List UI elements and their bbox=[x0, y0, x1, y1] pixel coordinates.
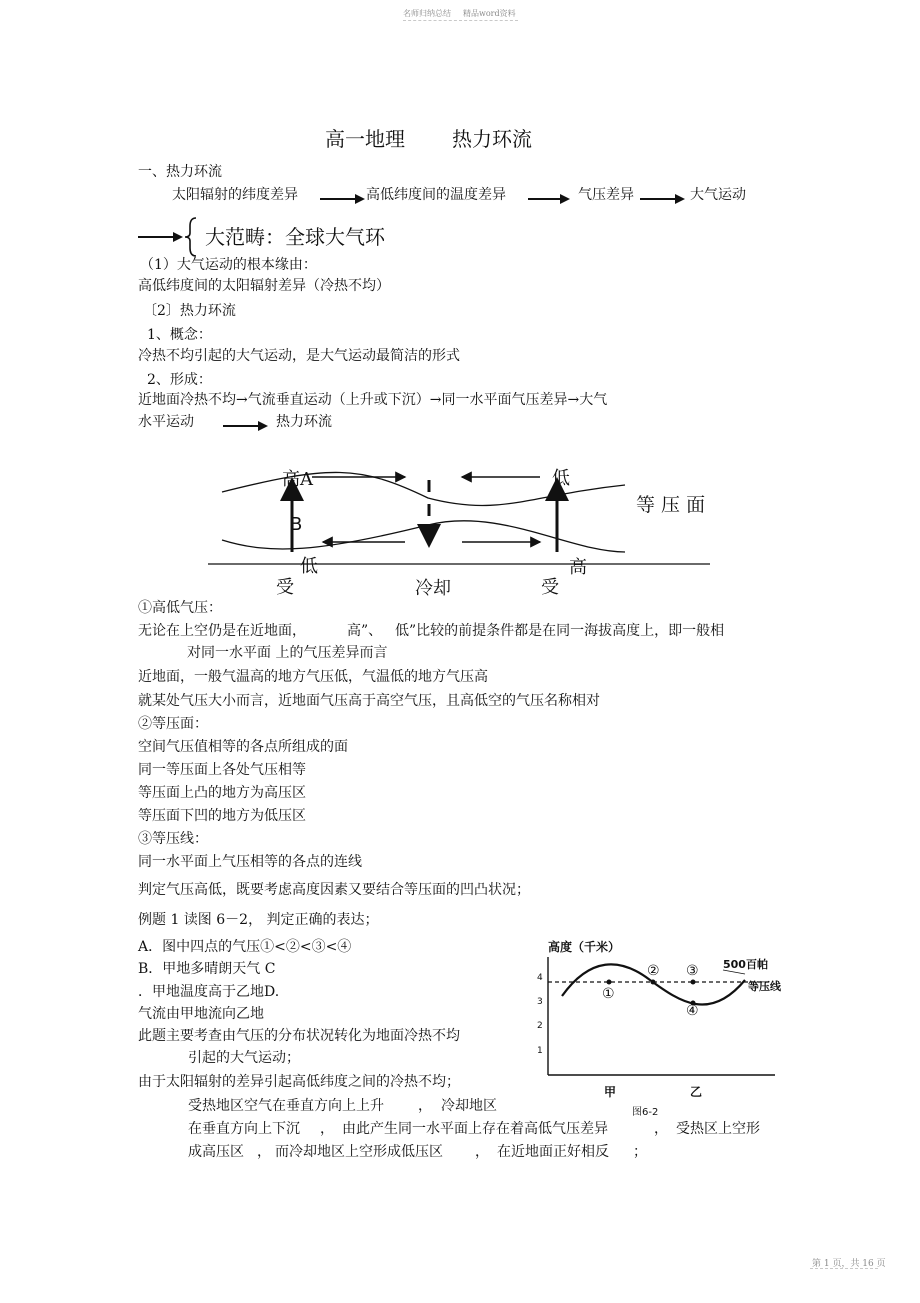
line-formation-detail: 近地面冷热不均→气流垂直运动（上升或下沉）→同一水平面气压差异→大气 bbox=[138, 392, 608, 408]
arrow-line bbox=[138, 236, 173, 238]
arrow-line bbox=[320, 198, 355, 200]
arrow-line bbox=[528, 198, 560, 200]
para-text: 受热地区空气在垂直方向上上升 bbox=[188, 1098, 384, 1114]
chain-a: 太阳辐射的纬度差异 bbox=[172, 187, 298, 203]
label-high-a: 高A bbox=[282, 469, 313, 490]
line-horizontal: 水平运动 bbox=[138, 414, 194, 430]
label-low-bottom: 低 bbox=[300, 556, 318, 577]
para-text: 受热区上空形 bbox=[676, 1121, 760, 1137]
arrow-icon bbox=[675, 194, 685, 204]
para-isobaric-heading: ②等压面： bbox=[138, 716, 208, 732]
para-text: ， bbox=[475, 1144, 489, 1160]
isobar-line-label: 等压线 bbox=[748, 980, 781, 993]
para-text: 等压面下凹的地方为低压区 bbox=[138, 808, 306, 824]
chain-c: 气压差异 bbox=[578, 187, 634, 203]
big-scope: 大范畴：全球大气环 bbox=[205, 225, 385, 249]
y-tick-4: 4 bbox=[537, 973, 543, 983]
para-text: ， bbox=[257, 1144, 271, 1160]
point-1 bbox=[607, 980, 612, 985]
line-concept: 1、概念： bbox=[147, 327, 212, 343]
para-text: 近地面，一般气温高的地方气压低，气温低的地方气压高 bbox=[138, 669, 488, 685]
para-text: ， bbox=[654, 1121, 668, 1137]
label-cooling: 冷却 bbox=[415, 578, 451, 599]
figure-caption: 图6-2 bbox=[632, 1107, 659, 1118]
title-topic: 热力环流 bbox=[452, 127, 532, 151]
point-1-label: ① bbox=[602, 986, 615, 1002]
para-text: 高”、 bbox=[347, 623, 383, 639]
line-circulation: 〔2〕热力环流 bbox=[143, 303, 236, 319]
x-label-yi: 乙 bbox=[690, 1085, 703, 1099]
example-question: 例题 1 读图 6－2， 判定正确的表达； bbox=[138, 912, 379, 928]
line-result: 热力环流 bbox=[276, 414, 332, 430]
header-dash bbox=[403, 20, 518, 21]
arrow-line bbox=[223, 425, 258, 427]
para-text: 无论在上空仍是在近地面， bbox=[138, 623, 306, 639]
header-right: 精品word资料 bbox=[463, 9, 516, 18]
arrow-line bbox=[640, 198, 675, 200]
option-b: B．甲地多晴朗天气 C bbox=[138, 961, 276, 977]
para-text: 同一水平面上气压相等的各点的连线 bbox=[138, 854, 362, 870]
para-text: 冷却地区 bbox=[441, 1098, 497, 1114]
label-low-top: 低 bbox=[552, 468, 570, 489]
chain-b: 高低纬度间的温度差异 bbox=[366, 187, 506, 203]
para-text: 同一等压面上各处气压相等 bbox=[138, 762, 306, 778]
chain-d: 大气运动 bbox=[690, 187, 746, 203]
para-text: ， bbox=[418, 1098, 432, 1114]
para-text: 在近地面正好相反 bbox=[497, 1144, 609, 1160]
title-subject: 高一地理 bbox=[325, 127, 405, 151]
section-heading: 一、热力环流 bbox=[138, 164, 222, 180]
point-4-label: ④ bbox=[686, 1003, 699, 1019]
para-text: ， bbox=[320, 1121, 334, 1137]
y-tick-1: 1 bbox=[537, 1046, 543, 1056]
label-isobaric-surface: 等 压 面 bbox=[636, 494, 706, 516]
header-left: 名师归纳总结 bbox=[403, 9, 451, 18]
para-text: 对同一水平面 上的气压差异而言 bbox=[187, 645, 388, 661]
left-brace-icon bbox=[184, 216, 198, 258]
arrow-icon bbox=[355, 194, 365, 204]
label-high-bottom: 高 bbox=[569, 557, 587, 578]
lower-isobaric-surface bbox=[222, 521, 625, 552]
arrow-icon bbox=[560, 194, 570, 204]
para-text: 空间气压值相等的各点所组成的面 bbox=[138, 739, 348, 755]
label-heated-left: 受 bbox=[276, 577, 294, 598]
para-text: 在垂直方向上下沉 bbox=[188, 1121, 300, 1137]
page-footer: 第 1 页，共 16 页 bbox=[812, 1259, 886, 1269]
para-text: 由于太阳辐射的差异引起高低纬度之间的冷热不均； bbox=[138, 1074, 460, 1090]
x-label-jia: 甲 bbox=[604, 1085, 617, 1099]
option-d: 气流由甲地流向乙地 bbox=[138, 1006, 264, 1022]
y-tick-3: 3 bbox=[537, 997, 543, 1007]
para-isoline-heading: ③等压线： bbox=[138, 831, 208, 847]
para-text: 低”比较的前提条件都是在同一海拔高度上，即一般相 bbox=[395, 623, 725, 639]
point-2-label: ② bbox=[647, 963, 660, 979]
line-cause-detail: 高低纬度间的太阳辐射差异（冷热不均） bbox=[138, 278, 390, 294]
line-concept-detail: 冷热不均引起的大气运动，是大气运动最简洁的形式 bbox=[138, 348, 460, 364]
para-text: 判定气压高低，既要考虑高度因素又要结合等压面的凹凸状况； bbox=[138, 882, 530, 898]
point-3 bbox=[691, 980, 696, 985]
para-text: 就某处气压大小而言，近地面气压高于高空气压，且高低空的气压名称相对 bbox=[138, 693, 600, 709]
para-text: 由此产生同一水平面上存在着高低气压差异 bbox=[342, 1121, 608, 1137]
figure-y-label: 高度（千米） bbox=[548, 940, 621, 954]
isobar-500-label: 500百帕 bbox=[723, 958, 768, 971]
point-2 bbox=[651, 980, 656, 985]
option-a: A．图中四点的气压①<②<③<④ bbox=[138, 939, 352, 955]
para-text: 成高压区 bbox=[188, 1144, 244, 1160]
option-c: ．甲地温度高于乙地D. bbox=[138, 984, 280, 1000]
footer-dash bbox=[810, 1268, 878, 1269]
para-text: 引起的大气运动； bbox=[188, 1050, 300, 1066]
label-b: B bbox=[290, 514, 303, 535]
para-text: ； bbox=[633, 1144, 647, 1160]
arrow-icon bbox=[258, 421, 268, 431]
arrow-icon bbox=[173, 232, 183, 242]
line-formation: 2、形成： bbox=[147, 372, 212, 388]
y-tick-2: 2 bbox=[537, 1021, 543, 1031]
para-text: 此题主要考查由气压的分布状况转化为地面冷热不均 bbox=[138, 1028, 460, 1044]
para-text: 等压面上凸的地方为高压区 bbox=[138, 785, 306, 801]
para-text: 而冷却地区上空形成低压区 bbox=[275, 1144, 443, 1160]
label-heated-right: 受 bbox=[541, 577, 559, 598]
line-cause: （1）大气运动的根本缘由： bbox=[140, 257, 317, 273]
point-3-label: ③ bbox=[686, 963, 699, 979]
para-high-low: ①高低气压： bbox=[138, 600, 222, 616]
